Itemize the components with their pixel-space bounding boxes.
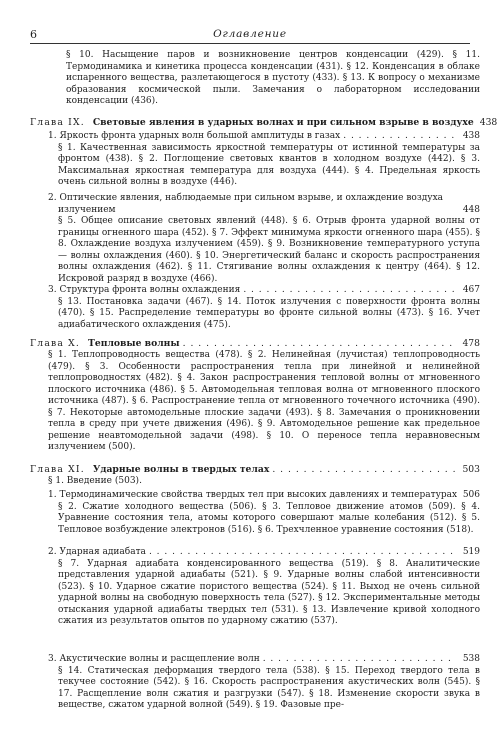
leader-dots: [149, 547, 455, 559]
section-title: 2. Оптические явления, наблюдаемые при сильном взрыве, и охлаждение воздуха излучением: [48, 193, 444, 215]
section-9-1: [30, 131, 480, 189]
section-paragraph: § 14. Статическая деформация твердого тела (538). § 15. Переход твердого тела в текучее состояние (542). § 16. Скорость распространения акустических волн (545). § 17. Расщепление волн сжатия и разгрузки (547). § 18. Изменение скорости звука в веществе, сжатом ударной волной (549). § 19. Фазовые пре-: [58, 665, 480, 710]
leader-dots: [343, 131, 455, 143]
section-page: 448: [462, 204, 480, 215]
chapter-title: Тепловые волны: [88, 338, 180, 349]
running-header: [18, 28, 482, 44]
chapter-heading: [30, 117, 498, 129]
chapter-10: [30, 338, 480, 454]
section-title: 3. Акустические волны и расщепление волн: [48, 654, 260, 664]
chapter-page: 503: [462, 464, 480, 475]
section-heading: [30, 193, 480, 216]
chapter-label: Глава X.: [30, 338, 81, 349]
chapter-heading: [30, 338, 480, 350]
section-paragraph: § 7. Ударная адиабата конденсированного вещества (519). § 8. Аналитические представления ударной адиабаты (521). § 9. Ударные волны слабой интенсивности (523). § 10. Ударное сжатие пористого вещества (524). § 11. Выход не очень сильной ударной волны на свободную поверхность тела (527). § 12. Экспериментальные методы отыскания ударной адиабаты твердых тел (531). § 13. Извлечение кривой холодного сжатия из результатов опытов по ударному сжатию (537).: [58, 558, 480, 626]
chapter-9: [30, 117, 498, 129]
section-11-2: [30, 547, 480, 628]
section-9-2: [30, 193, 480, 285]
chapter-page: 478: [462, 338, 480, 349]
section-paragraph: § 1. Качественная зависимость яркостной температуры от истинной температуры за фронтом (438). § 2. Поглощение световых квантов в холодном воздухе (442). § 3. Максимальная яркостная температура для воздуха (444). § 4. Предельная яркость очень сильной волны в воздухе (446).: [58, 142, 480, 187]
chapter-label: Глава IX.: [30, 117, 85, 128]
section-title: 3. Структура фронта волны охлаждения: [48, 285, 241, 295]
section-heading: [30, 131, 480, 143]
chapter-heading: [30, 464, 480, 476]
section-11-1: [30, 490, 480, 536]
leader-dots: [243, 285, 455, 297]
leader-dots: [263, 654, 455, 666]
section-9-3: [30, 285, 480, 331]
section-heading: [30, 285, 480, 297]
chapter-page: 438: [479, 117, 498, 128]
running-title: Оглавление: [213, 28, 287, 40]
section-title: 1. Яркость фронта ударных волн большой амплитуды в газах: [48, 131, 341, 141]
chapter-intro: § 1. Введение (503).: [48, 476, 142, 486]
section-page: 519: [462, 547, 480, 557]
intro-paragraph: § 10. Насыщение паров и возникновение центров конденсации (429). § 11. Термодинамика и кинетика процесса конденсации (431). § 12. Конденсация в облаке испаренного вещества, разлетающегося в пустоту (433). § 13. К вопросу о механизме образования космической пыли. Замечания о лабораторном исследовании конденсации (436).: [66, 50, 480, 106]
section-page: 467: [462, 285, 480, 295]
page-number: 6: [30, 28, 37, 41]
section-title: 2. Ударная адиабата: [48, 547, 146, 557]
section-heading: [30, 490, 480, 502]
chapter-11: [30, 464, 480, 488]
section-paragraph: § 5. Общее описание световых явлений (448). § 6. Отрыв фронта ударной волны от границы огненного шара (452). § 7. Эффект минимума яркости огненного шара (455). § 8. Охлаждение воздуха излучением (459). § 9. Возникновение температурного уступа — волны охлаждения (460). § 10. Энергетический баланс и скорость распространения волны охлаждения (462). § 11. Стягивание волны охлаждения к центру (464). § 12. Искровой разряд в воздухе (466).: [58, 216, 480, 284]
section-heading: [30, 547, 480, 559]
section-page: 538: [462, 654, 480, 664]
chapter-title: Световые явления в ударных волнах и при сильном взрыве в воздухе: [92, 117, 474, 128]
section-heading: [30, 654, 480, 666]
leader-dots: [183, 338, 455, 350]
chapter-title: Ударные волны в твердых телах: [92, 464, 270, 475]
section-paragraph: § 13. Постановка задачи (467). § 14. Поток излучения с поверхности фронта волны (470). § 15. Распределение температуры во фронте сильной волны (473). § 16. Учет адиабатического охлаждения (475).: [58, 296, 480, 330]
section-page: 506: [462, 490, 480, 500]
chapter-label: Глава XI.: [30, 464, 85, 475]
chapter-paragraph: § 1. Теплопроводность вещества (478). § 2. Нелинейная (лучистая) теплопроводность (479). § 3. Особенности распространения тепла при линейной и нелинейной теплопроводностях (482). § 4. Закон распространения тепловой волны от мгновенного плоского источника (486). § 5. Автомодельная тепловая волна от мгновенного плоского источника (487). § 6. Распространение тепла от мгновенного точечного источника (490). § 7. Некоторые автомодельные плоские задачи (493). § 8. Замечания о проникновении тепла в среду при учете движения (496). § 9. Автомодельное решение как предельное решение неавтомодельной задачи (498). § 10. О переносе тепла неравновесным излучением (500).: [48, 350, 480, 452]
section-paragraph: § 2. Сжатие холодного вещества (506). § 3. Тепловое движение атомов (509). § 4. Уравнение состояния тела, атомы которого совершают малые колебания (512). § 5. Тепловое возбуждение электронов (516). § 6. Трехчленное уравнение состояния (518).: [58, 501, 480, 535]
header-rule: [30, 43, 470, 44]
section-title: 1. Термодинамические свойства твердых тел при высоких давлениях и температурах: [48, 490, 458, 500]
section-page: 438: [462, 131, 480, 141]
leader-dots: [272, 464, 455, 476]
section-11-3: [30, 654, 480, 712]
